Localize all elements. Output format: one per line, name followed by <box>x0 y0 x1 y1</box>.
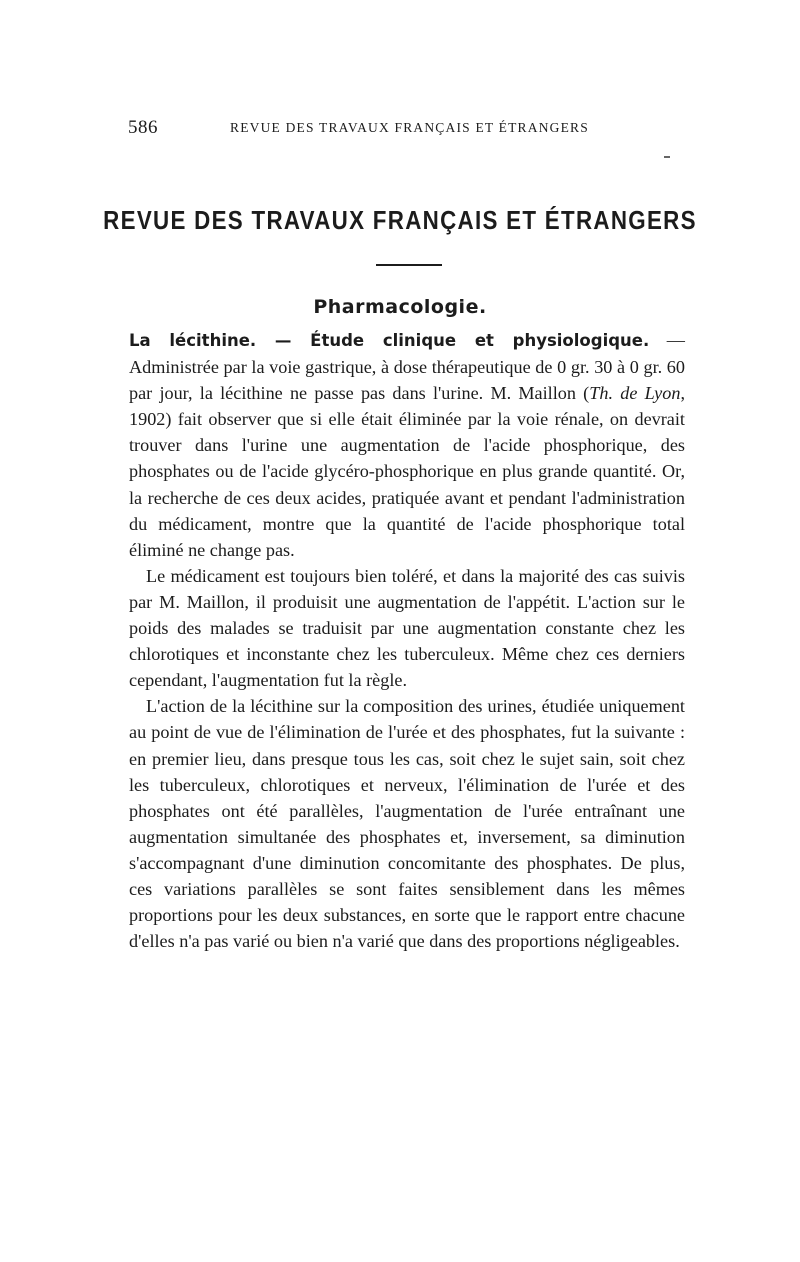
section-heading: Pharmacologie. <box>313 296 487 318</box>
main-title: REVUE DES TRAVAUX FRANÇAIS ET ÉTRANGERS <box>103 205 697 235</box>
paragraph-3: L'action de la lécithine sur la composition des urines, étudiée uniquement au point de vue de l'élimination de l'urée et des phosphates, fut la suivante : en premier lieu, dans presque tous les cas, soit chez le sujet sain, soit chez les tuberculeux, chlorotiques et nerveux, l'élimination de l'urée et des phosphates ont été parallèles, l'augmentation de l'urée entraînant une augmentation simultanée des phosphates et, inversement, sa diminution s'accompagnant d'une diminution concomitante des phosphates. De plus, ces variations parallèles se sont faites sensiblement dans les mêmes proportions pour les deux substances, en sorte que le rapport entre chacune d'elles n'a pas varié ou bien n'a varié que dans des proportions négligeables. <box>129 696 685 952</box>
paragraph-2: Le médicament est toujours bien toléré, et dans la majorité des cas suivis par M. Maillon, il produisit une augmentation de l'appétit. L'action sur le poids des malades se traduisit par une augmentation constante chez les chlorotiques et inconstante chez les tuberculeux. Même chez ces derniers cependant, l'augmentation fut la règle. <box>129 565 685 691</box>
paragraph-1 <box>129 327 685 563</box>
article-run-in-title: La lécithine. — Étude clinique et physiologique. <box>129 331 650 350</box>
paragraph-1-end: , 1902) fait observer que si elle était éliminée par la voie rénale, on devrait trouver dans l'urine une augmentation de l'acide phosphorique, des phosphates ou de l'acide glycéro-phosphorique en plus grande quantité. Or, la recherche de ces deux acides, pratiquée avant et pendant l'administration du médicament, montre que la quantité de l'acide phosphorique total éliminé ne change pas. <box>129 383 685 560</box>
running-head <box>128 117 688 141</box>
article-body <box>129 327 685 954</box>
print-mark <box>664 156 670 158</box>
citation: Th. de Lyon <box>589 383 681 404</box>
title-rule <box>376 264 442 266</box>
page-number: 586 <box>128 117 158 138</box>
paragraph-1-text: — Administrée par la voie gastrique, à dose thérapeutique de 0 gr. 30 à 0 gr. 60 par jour, la lécithine ne passe pas dans l'urine. M. Maillon ( <box>129 330 685 404</box>
running-title: REVUE DES TRAVAUX FRANÇAIS ET ÉTRANGERS <box>230 120 589 135</box>
